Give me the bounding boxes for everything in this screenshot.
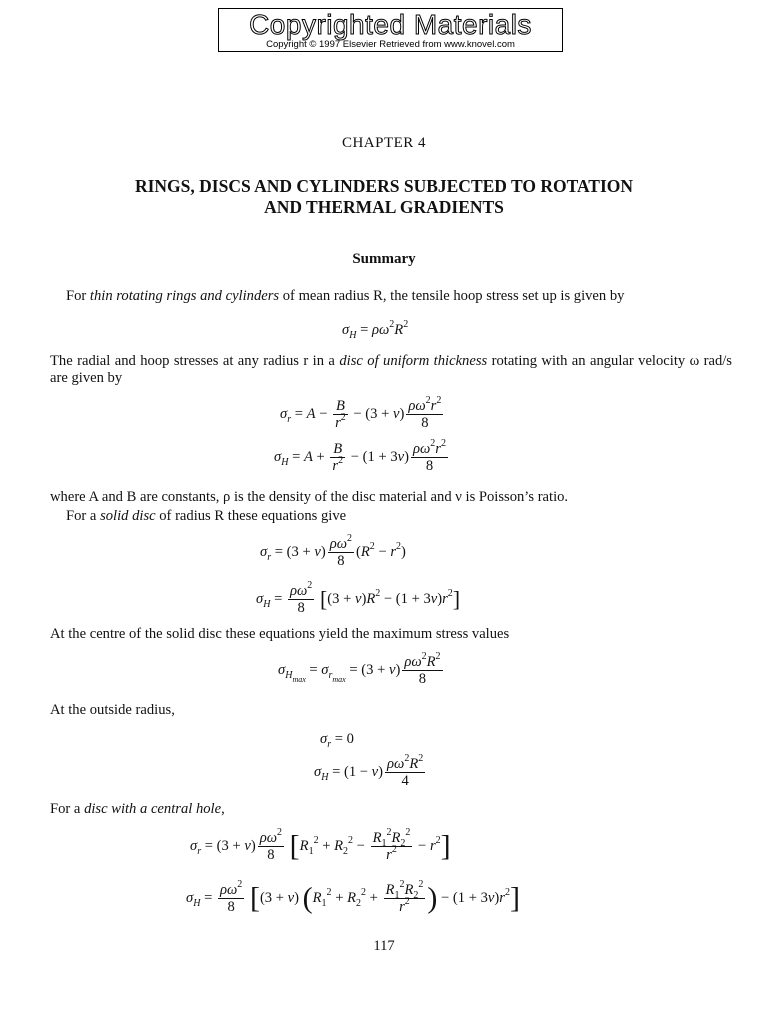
equation-max-stress: $\sigma_{H_{max}} = \sigma_{r_{max}} = (3 + \nu)$ $\frac{\rho\omega^2R^2}{8}$ xyxy=(278,651,441,687)
paragraph-centre-stress: At the centre of the solid disc these equations yield the maximum stress values xyxy=(50,626,510,642)
paragraph-solid-disc: For a solid disc of radius R these equations give xyxy=(66,508,347,524)
equation-hoop-outside: $\sigma_H = (1 - \nu)$ $\frac{\rho\omega^2R^2}{4}$ xyxy=(314,753,424,789)
equation-hoop-uniform-disc: $\sigma_H = A$ + $\frac{B}{r^2}$ − (1 + 3ν) $\frac{\rho\omega^2r^2}{8}$ xyxy=(274,438,446,474)
equation-radial-solid-disc: $\sigma_r = (3 + \nu)$ $\frac{\rho\omega^2}{8}$ $(R^2 - r^2)$ xyxy=(260,533,406,569)
equation-radial-outside: $\sigma_r = 0$ xyxy=(320,731,354,750)
paragraph-outside-radius: At the outside radius, xyxy=(50,702,175,718)
paragraph-thin-rings: For thin rotating rings and cylinders of mean radius R, the tensile hoop stress set up is given by xyxy=(66,288,625,304)
watermark-subtitle: Copyright © 1997 Elsevier Retrieved from www.knovel.com xyxy=(266,39,515,50)
equation-radial-uniform-disc: $\sigma_r = A$ − $\frac{B}{r^2}$ − (3 + ν) $\frac{\rho\omega^2r^2}{8}$ xyxy=(280,395,442,431)
watermark-title: Copyrighted Materials xyxy=(249,9,532,40)
chapter-title xyxy=(0,176,768,218)
summary-heading: Summary xyxy=(352,251,416,267)
paragraph-constants: where A and B are constants, ρ is the density of the disc material and ν is Poisson’s ratio. xyxy=(50,489,569,505)
chapter-title-line-1: RINGS, DISCS AND CYLINDERS SUBJECTED TO ROTATION xyxy=(134,176,634,196)
equation-radial-central-hole: $\sigma_r = (3 + \nu)$ $\frac{\rho\omega^2}{8}$ [$R_1^2 + R_2^2$ − $\frac{R_1^2R_2^2}{r^2}$ − $r^2$] xyxy=(190,827,451,863)
equation-hoop-central-hole: $\sigma_H$ = $\frac{\rho\omega^2}{8}$ [(3 + ν) ($R_1^2 + R_2^2$ + $\frac{R_1^2R_2^2}{r^2}$ ) − $(1 + 3\nu)r^2$] xyxy=(186,879,520,915)
chapter-title-line-2: AND THERMAL GRADIENTS xyxy=(264,197,504,217)
page-number: 117 xyxy=(373,938,395,954)
copyright-watermark xyxy=(218,8,563,52)
equation-hoop-solid-disc: $\sigma_H$ = $\frac{\rho\omega^2}{8}$ $[(3 + \nu)R^2 - (1 + 3\nu)r^2]$ xyxy=(256,580,461,616)
paragraph-uniform-disc: The radial and hoop stresses at any radius r in a disc of uniform thickness rotating with an angular velocity ω rad/s are given by xyxy=(50,353,732,386)
equation-hoop-thin-ring: $\sigma_H = \rho\omega^2R^2$ xyxy=(342,319,409,341)
paragraph-central-hole: For a disc with a central hole, xyxy=(50,801,225,817)
chapter-label: CHAPTER 4 xyxy=(341,135,427,151)
